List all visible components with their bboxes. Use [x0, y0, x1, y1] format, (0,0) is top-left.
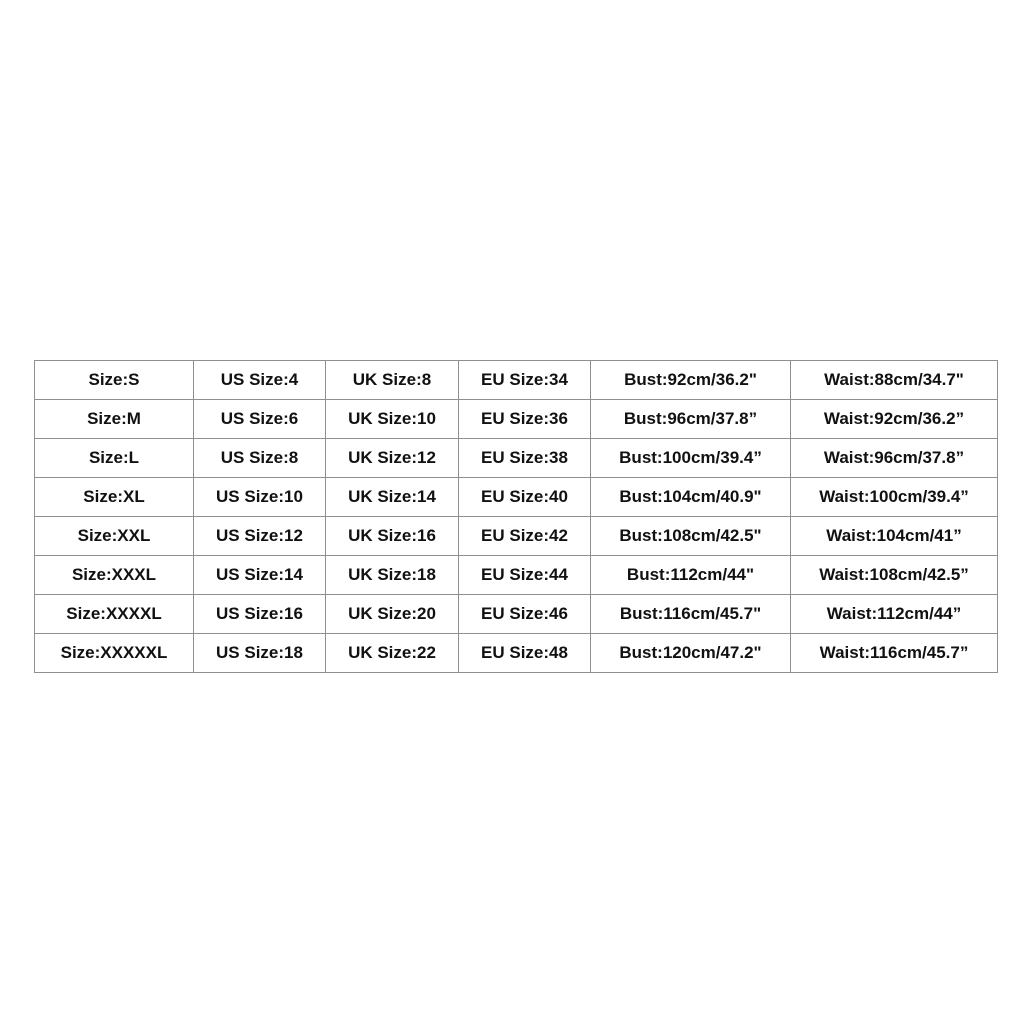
bust-cell: Bust:108cm/42.5"	[591, 517, 791, 556]
us-size-cell: US Size:14	[194, 556, 326, 595]
size-cell: Size:XXXXL	[35, 595, 194, 634]
eu-size-cell: EU Size:44	[459, 556, 591, 595]
size-row	[35, 361, 998, 400]
size-cell: Size:M	[35, 400, 194, 439]
us-size-cell: US Size:18	[194, 634, 326, 673]
uk-size-cell: UK Size:18	[326, 556, 459, 595]
waist-cell: Waist:88cm/34.7"	[791, 361, 998, 400]
us-size-cell: US Size:12	[194, 517, 326, 556]
bust-cell: Bust:100cm/39.4”	[591, 439, 791, 478]
bust-cell: Bust:92cm/36.2"	[591, 361, 791, 400]
eu-size-cell: EU Size:36	[459, 400, 591, 439]
uk-size-cell: UK Size:20	[326, 595, 459, 634]
uk-size-cell: UK Size:22	[326, 634, 459, 673]
eu-size-cell: EU Size:48	[459, 634, 591, 673]
bust-cell: Bust:104cm/40.9"	[591, 478, 791, 517]
size-cell: Size:XXL	[35, 517, 194, 556]
bust-cell: Bust:112cm/44"	[591, 556, 791, 595]
uk-size-cell: UK Size:14	[326, 478, 459, 517]
waist-cell: Waist:112cm/44”	[791, 595, 998, 634]
us-size-cell: US Size:4	[194, 361, 326, 400]
waist-cell: Waist:108cm/42.5”	[791, 556, 998, 595]
size-row	[35, 556, 998, 595]
bust-cell: Bust:96cm/37.8”	[591, 400, 791, 439]
size-row	[35, 478, 998, 517]
bust-cell: Bust:120cm/47.2"	[591, 634, 791, 673]
size-row	[35, 595, 998, 634]
uk-size-cell: UK Size:10	[326, 400, 459, 439]
size-chart-table	[34, 360, 998, 673]
us-size-cell: US Size:8	[194, 439, 326, 478]
waist-cell: Waist:96cm/37.8”	[791, 439, 998, 478]
bust-cell: Bust:116cm/45.7"	[591, 595, 791, 634]
us-size-cell: US Size:16	[194, 595, 326, 634]
us-size-cell: US Size:10	[194, 478, 326, 517]
size-cell: Size:XXXXXL	[35, 634, 194, 673]
us-size-cell: US Size:6	[194, 400, 326, 439]
size-row	[35, 439, 998, 478]
eu-size-cell: EU Size:40	[459, 478, 591, 517]
uk-size-cell: UK Size:8	[326, 361, 459, 400]
size-cell: Size:L	[35, 439, 194, 478]
waist-cell: Waist:100cm/39.4”	[791, 478, 998, 517]
waist-cell: Waist:104cm/41”	[791, 517, 998, 556]
size-row	[35, 517, 998, 556]
uk-size-cell: UK Size:16	[326, 517, 459, 556]
size-row	[35, 634, 998, 673]
waist-cell: Waist:116cm/45.7”	[791, 634, 998, 673]
waist-cell: Waist:92cm/36.2”	[791, 400, 998, 439]
size-cell: Size:S	[35, 361, 194, 400]
eu-size-cell: EU Size:38	[459, 439, 591, 478]
size-row	[35, 400, 998, 439]
uk-size-cell: UK Size:12	[326, 439, 459, 478]
size-cell: Size:XL	[35, 478, 194, 517]
eu-size-cell: EU Size:42	[459, 517, 591, 556]
size-cell: Size:XXXL	[35, 556, 194, 595]
eu-size-cell: EU Size:46	[459, 595, 591, 634]
eu-size-cell: EU Size:34	[459, 361, 591, 400]
